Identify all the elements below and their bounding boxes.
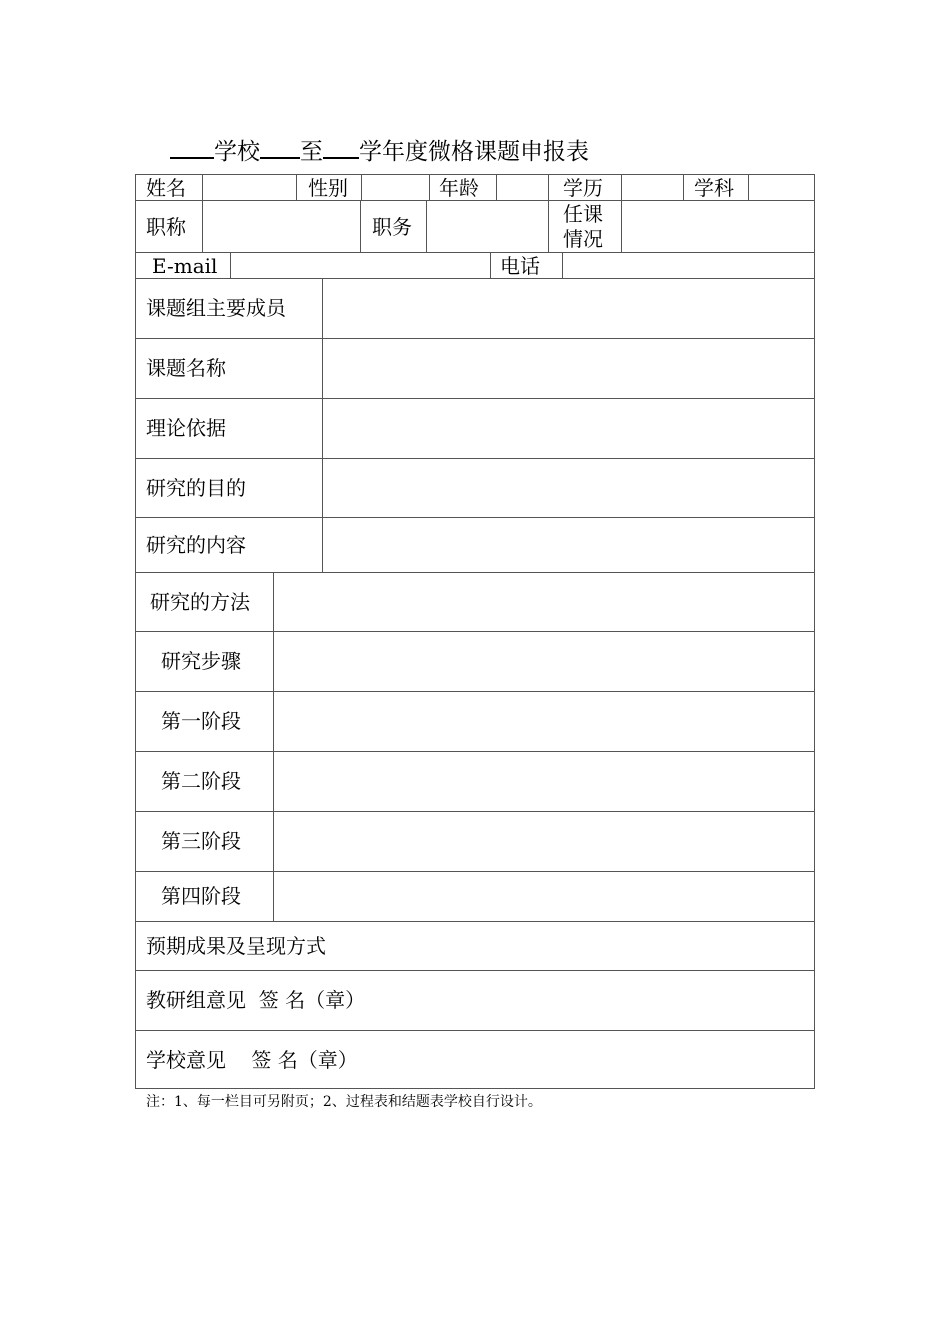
teaching-label-line1: 任课 xyxy=(563,202,603,226)
name-label: 姓名 xyxy=(146,176,186,200)
stage3-label: 第三阶段 xyxy=(161,829,241,853)
title-to: 至 xyxy=(300,139,323,165)
subject-label: 学科 xyxy=(694,176,734,200)
theory-label: 理论依据 xyxy=(146,416,226,440)
school-opinion-label: 学校意见 签 名（章） xyxy=(146,1048,358,1072)
year-end-blank[interactable] xyxy=(323,133,359,159)
age-label: 年龄 xyxy=(439,176,479,200)
steps-label: 研究步骤 xyxy=(161,649,241,673)
gender-label: 性别 xyxy=(308,176,348,200)
method-label: 研究的方法 xyxy=(150,590,250,614)
title-school: 学校 xyxy=(214,139,260,165)
group-opinion-label: 教研组意见 签 名（章） xyxy=(146,988,366,1012)
education-label: 学历 xyxy=(563,176,603,200)
teaching-label-line2: 情况 xyxy=(563,227,603,251)
job-title-label: 职称 xyxy=(146,215,186,239)
topic-name-label: 课题名称 xyxy=(146,356,226,380)
footnote: 注：1、每一栏目可另附页；2、过程表和结题表学校自行设计。 xyxy=(146,1094,542,1110)
members-label: 课题组主要成员 xyxy=(146,296,286,320)
stage4-label: 第四阶段 xyxy=(161,884,241,908)
content-label: 研究的内容 xyxy=(146,533,246,557)
expected-results-label: 预期成果及呈现方式 xyxy=(146,934,326,958)
email-label: E-mail xyxy=(152,254,218,278)
year-start-blank[interactable] xyxy=(260,133,300,159)
school-blank[interactable] xyxy=(170,133,214,159)
stage2-label: 第二阶段 xyxy=(161,769,241,793)
purpose-label: 研究的目的 xyxy=(146,476,246,500)
position-label: 职务 xyxy=(372,215,412,239)
application-form-table xyxy=(135,174,815,1089)
title-rest: 学年度微格课题申报表 xyxy=(359,139,589,165)
phone-label: 电话 xyxy=(500,254,540,278)
stage1-label: 第一阶段 xyxy=(161,709,241,733)
form-title xyxy=(170,133,589,167)
